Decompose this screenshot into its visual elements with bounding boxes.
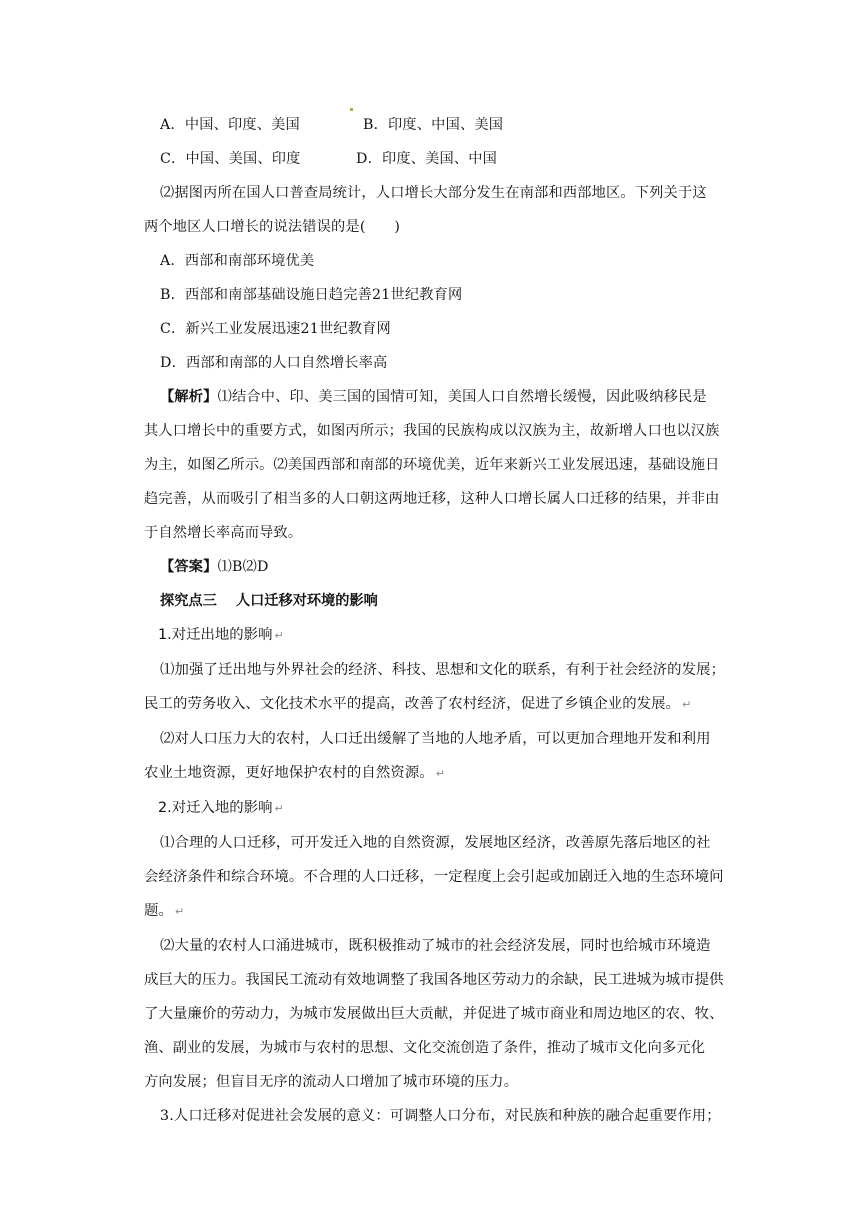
return-mark: ↵ xyxy=(274,802,284,815)
sub2-p2-line-2: 成巨大的压力。我国民工流动有效地调整了我国各地区劳动力的余缺，民工进城为城市提供 xyxy=(144,972,724,988)
answer-line xyxy=(160,550,732,584)
return-mark: ↵ xyxy=(274,629,284,642)
analysis-text-1: ⑴结合中、印、美三国的国情可知，美国人口自然增长缓慢，因此吸纳移民是 xyxy=(217,389,707,405)
sub1-p1-line-1: ⑴加强了迁出地与外界社会的经济、科技、思想和文化的联系，有利于社会经济的发展； xyxy=(160,662,726,678)
q2-stem-line-1: ⑵据图丙所在国人口普查局统计，人口增长大部分发生在南部和西部地区。下列关于这 xyxy=(160,185,707,201)
option-q1-d: D．印度、美国、中国 xyxy=(356,151,498,167)
option-q2-a: A．西部和南部环境优美 xyxy=(160,253,315,269)
option-q1-b: B．印度、中国、美国 xyxy=(363,117,504,133)
answer-value: ⑴B⑵D xyxy=(217,559,269,575)
q1-options-row-1 xyxy=(160,108,732,142)
answer-label: 【答案】 xyxy=(160,559,218,575)
option-q2-c: C．新兴工业发展迅速21世纪教育网 xyxy=(160,321,391,337)
sub1-p1-text-2: 民工的劳务收入、文化技术水平的提高，改善了农村经济，促进了乡镇企业的发展。 xyxy=(144,696,681,712)
analysis-line-1 xyxy=(160,380,732,414)
sub2-p1-text-3: 题。 xyxy=(144,903,173,919)
sub1-title: 1.对迁出地的影响 xyxy=(158,627,273,643)
analysis-line-5: 于自然增长率高而导致。 xyxy=(144,525,303,541)
q1-options-row-2 xyxy=(160,142,732,176)
option-q1-a: A．中国、印度、美国 xyxy=(160,117,300,133)
section3-title: 探究点三 人口迁移对环境的影响 xyxy=(160,593,378,609)
green-dot-mark xyxy=(350,108,353,111)
sub2-title: 2.对迁入地的影响 xyxy=(158,800,273,816)
analysis-label: 【解析】 xyxy=(160,389,218,405)
sub2-p2-line-5: 方向发展；但盲目无序的流动人口增加了城市环境的压力。 xyxy=(144,1074,519,1090)
sub2-title-line xyxy=(158,791,732,826)
return-mark: ↵ xyxy=(682,698,692,711)
option-q1-c: C．中国、美国、印度 xyxy=(160,151,301,167)
analysis-line-2: 其人口增长中的重要方式，如图丙所示；我国的民族构成以汉族为主，故新增人口也以汉族 xyxy=(144,423,720,439)
sub2-p2-line-3: 了大量廉价的劳动力，为城市发展做出巨大贡献，并促进了城市商业和周边地区的农、牧、 xyxy=(144,1006,724,1022)
q2-stem-line-2: 两个地区人口增长的说法错误的是( ) xyxy=(144,219,401,235)
sub2-p2-line-1: ⑵大量的农村人口涌进城市，既积极推动了城市的社会经济发展，同时也给城市环境造 xyxy=(160,938,711,954)
analysis-line-4: 趋完善，从而吸引了相当多的人口朝这两地迁移，这种人口增长属人口迁移的结果，并非由 xyxy=(144,491,720,507)
point3-line: 3.人口迁移对促进社会发展的意义：可调整人口分布，对民族和种族的融合起重要作用； xyxy=(160,1108,721,1124)
sub1-p1-line-2 xyxy=(144,687,732,722)
sub1-p2-line-2 xyxy=(144,756,732,791)
sub1-title-line xyxy=(158,618,732,653)
sub2-p1-line-2: 会经济条件和综合环境。不合理的人口迁移，一定程度上会引起或加剧迁入地的生态环境问 xyxy=(144,869,724,885)
return-mark: ↵ xyxy=(435,767,446,780)
sub1-p2-text-2: 农业土地资源，更好地保护农村的自然资源。 xyxy=(144,765,434,781)
sub1-p2-line-1: ⑵对人口压力大的农村，人口迁出缓解了当地的人地矛盾，可以更加合理地开发和利用 xyxy=(160,731,711,747)
return-mark: ↵ xyxy=(174,905,185,918)
sub2-p2-line-4: 渔、副业的发展，为城市与农村的思想、文化交流创造了条件，推动了城市文化向多元化 xyxy=(144,1040,706,1056)
option-q2-b: B．西部和南部基础设施日趋完善21世纪教育网 xyxy=(160,287,463,303)
option-q2-d: D．西部和南部的人口自然增长率高 xyxy=(160,355,388,371)
sub2-p1-line-3 xyxy=(144,894,732,929)
analysis-line-3: 为主，如图乙所示。⑵美国西部和南部的环境优美，近年来新兴工业发展迅速，基础设施日 xyxy=(144,457,720,473)
sub2-p1-line-1: ⑴合理的人口迁移，可开发迁入地的自然资源，发展地区经济，改善原先落后地区的社 xyxy=(160,835,711,851)
document-page xyxy=(144,108,732,1133)
